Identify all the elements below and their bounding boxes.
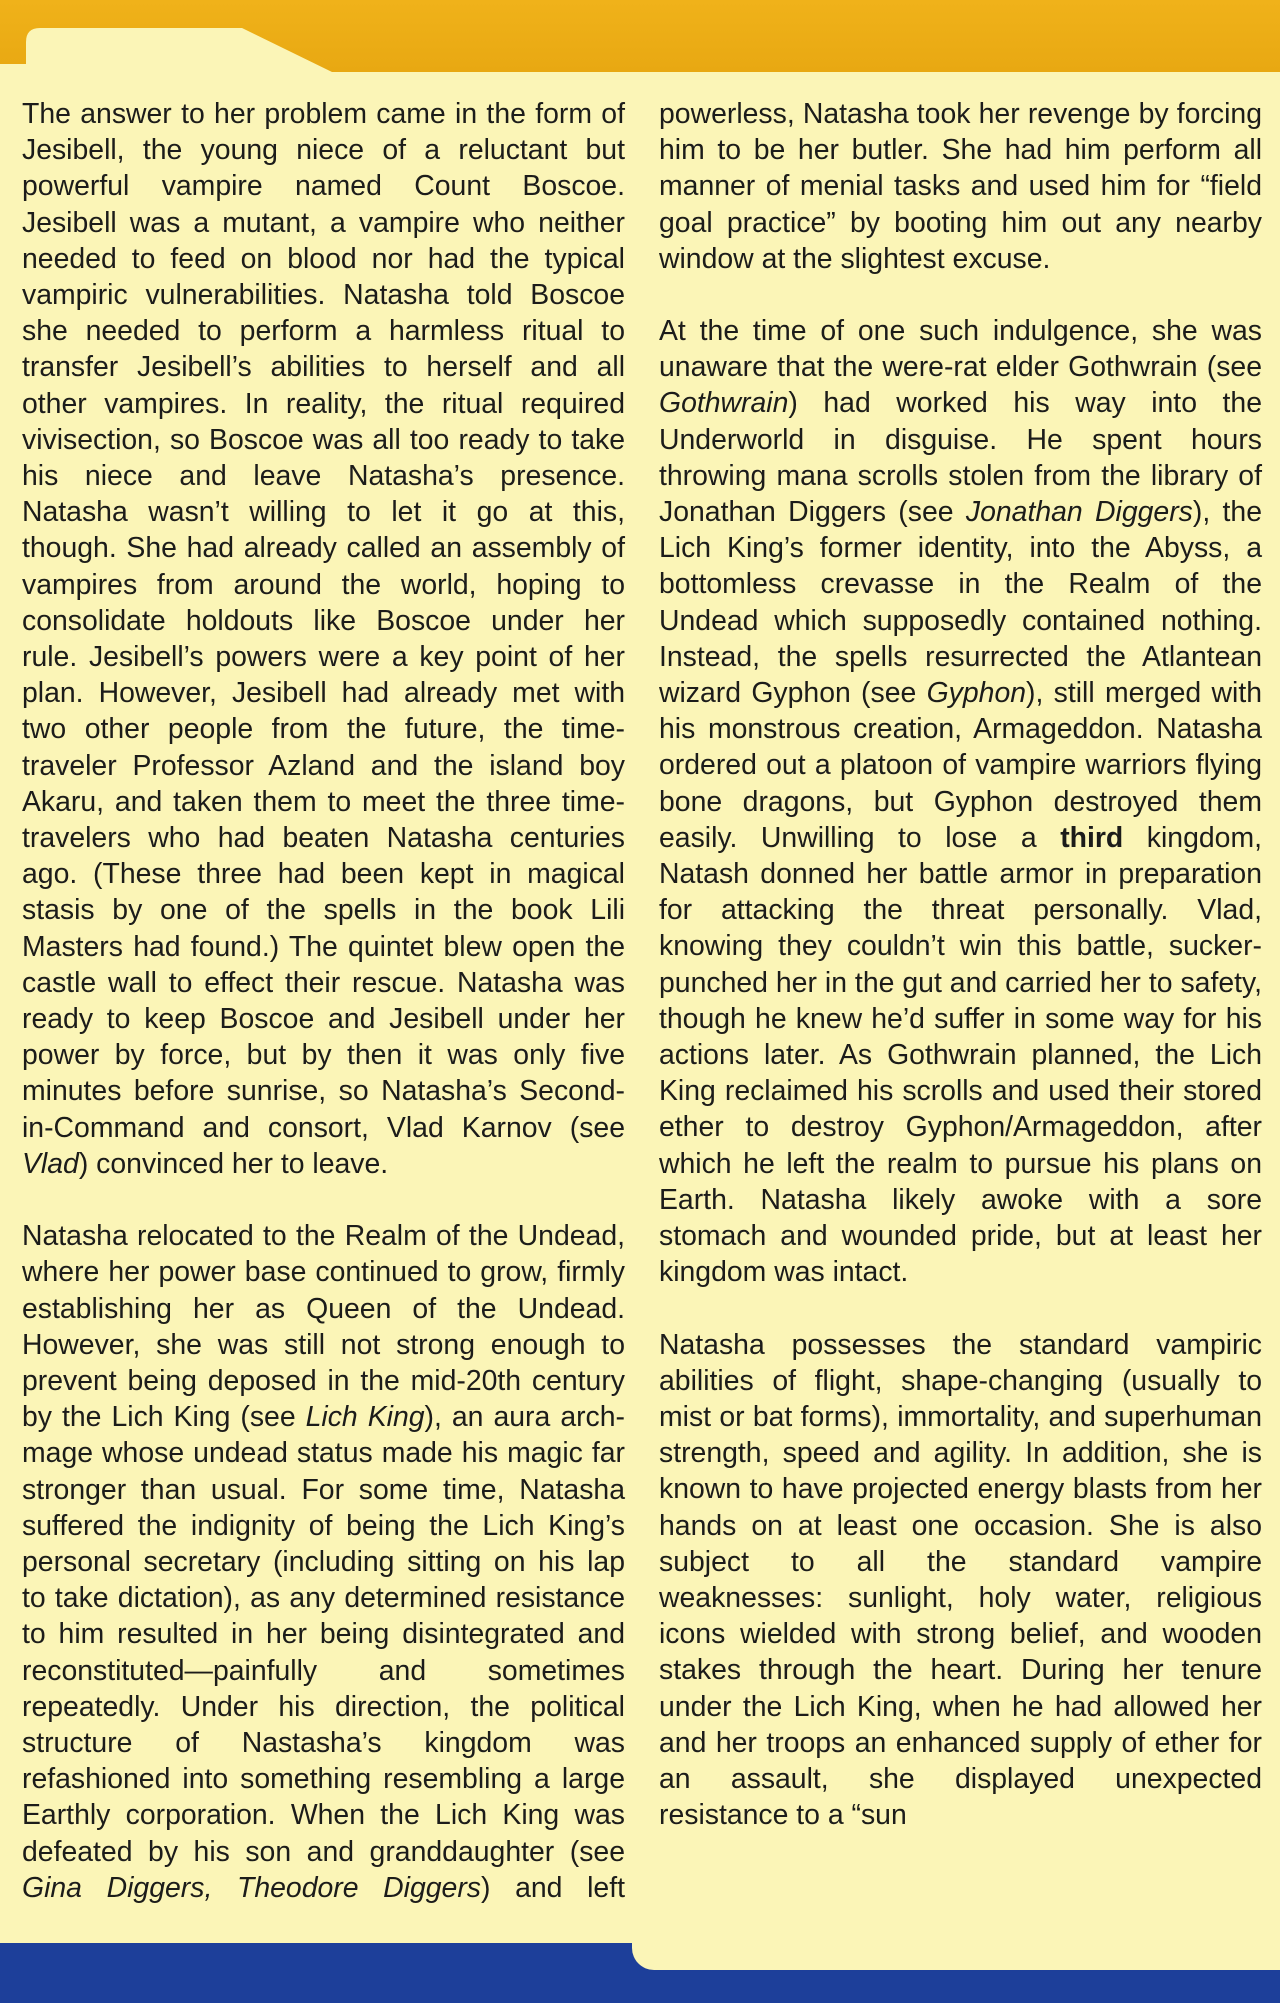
paragraph-text: kingdom, Natash donned her battle armor in preparation for attacking the threat personally. Vlad, knowing they couldn’t win this battle, sucker-punched her in the gut and carried her to safety, though he knew he’d suffer in some way for his actions later. As Gothwrain planned, the Lich King reclaimed his scrolls and used their stored ether to destroy Gyphon/Armageddon, after which he left the realm to pursue his plans on Earth. Natasha likely awoke with a sore stomach and wounded pride, but at least her kingdom was intact.: [659, 821, 1262, 1289]
paragraph-text: The answer to her problem came in the form of Jesibell, the young niece of a reluctant but powerful vampire named Count Boscoe. Jesibell was a mutant, a vampire who neither needed to feed on blood nor had the typical vampiric vulnerabilities. Natasha told Boscoe she needed to perform a harmless ritual to transfer Jesibell’s abilities to herself and all other vampires. In reality, the ritual required vivisection, so Boscoe was all too ready to take his niece and leave Natasha’s presence. Natasha wasn’t willing to let it go at this, though. She had already called an assembly of vampires from around the world, hoping to consolidate holdouts like Boscoe under her rule. Jesibell’s powers were a key point of her plan. However, Jesibell had already met with two other people from the future, the time-traveler Professor Azland and the island boy Akaru, and taken them to meet the three time-travelers who had beaten Natasha centuries ago. (These three had been kept in magical stasis by one of the spells in the book Lili Masters had found.) The quintet blew open the castle wall to effect their rescue. Natasha was ready to keep Boscoe and Jesibell under her power by force, but by then it was only five minutes before sunrise, so Natasha’s Second-in-Command and consort, Vlad Karnov (see: [22, 98, 625, 1144]
article-paragraph: [22, 96, 625, 1182]
paragraph-text: Natasha relocated to the Realm of the Undead, where her power base continued to grow, firmly establishing her as Queen of the Undead. However, she was still not strong enough to prevent being deposed in the mid-20th century by the Lich King (see: [22, 1220, 625, 1434]
article-paragraph: [659, 1327, 1262, 1834]
cross-reference-text: Gina Diggers, Theodore Diggers: [22, 1871, 481, 1904]
cross-reference-text: Gyphon: [926, 677, 1027, 710]
paragraph-text: ) convinced her to leave.: [78, 1147, 389, 1180]
cross-reference-text: Vlad: [22, 1147, 79, 1180]
paragraph-text: ), still merged with his monstrous creation, Armageddon. Natasha ordered out a platoon of vampire warriors flying bone dragons, but Gyphon destroyed them easily. Unwilling to lose a: [659, 677, 1263, 854]
cross-reference-text: Lich King: [305, 1401, 425, 1434]
cross-reference-text: Jonathan Diggers: [965, 496, 1193, 529]
paragraph-text: ), the Lich King’s former identity, into the Abyss, a bottomless crevasse in the Realm of the Undead which supposedly contained nothing. Instead, the spells resurrected the Atlantean wizard Gyphon (see: [659, 496, 1262, 710]
article-paragraph: [659, 313, 1262, 1290]
paragraph-text: At the time of one such indulgence, she was unaware that the were-rat elder Gothwrain (see: [659, 315, 1262, 384]
paragraph-text: ), an aura arch-mage whose undead status made his magic far stronger than usual. For some time, Natasha suffered the indignity of being the Lich King’s personal secretary (including sitting on his lap to take dictation), as any determined resistance to him resulted in her being disintegrated and reconstituted—painfully and sometimes repeatedly. Under his direction, the political structure of Nastasha’s kingdom was refashioned into something resembling a large Earthly corporation. When the Lich King was defeated by his son and granddaughter (see: [22, 1401, 625, 1868]
article-body: [22, 96, 1262, 1931]
paragraph-text: ) and left powerless, Natasha took her revenge by forcing him to be her butler. She had him perform all manner of menial tasks and used him for “field goal practice” by booting him out any nearby window at the slightest excuse.: [481, 98, 1262, 1904]
paragraph-text: Natasha possesses the standard vampiric abilities of flight, shape-changing (usually to mist or bat forms), immortality, and superhuman strength, speed and agility. In addition, she is known to have projected energy blasts from her hands on at least one occasion. She is also subject to all the standard vampire weaknesses: sunlight, holy water, religious icons wielded with strong belief, and wooden stakes through the heart. During her tenure under the Lich King, when he had allowed her and her troops an enhanced supply of ether for an assault, she displayed unexpected resistance to a “sun: [659, 1328, 1262, 1832]
cross-reference-text: Gothwrain: [659, 387, 789, 420]
paragraph-text: ) had worked his way into the Underworld in disguise. He spent hours throwing mana scrolls stolen from the library of Jonathan Diggers (see: [659, 387, 1262, 529]
footer-tab-shape: [632, 1930, 1280, 1970]
emphasis-text: third: [1060, 821, 1124, 854]
header-tab-shape: [0, 0, 1280, 80]
